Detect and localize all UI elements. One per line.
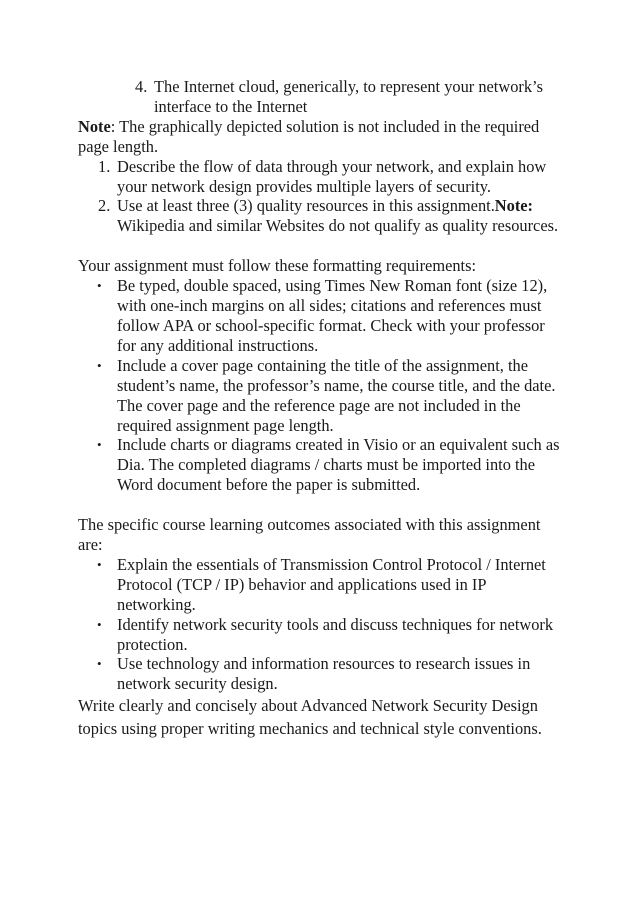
list-item bbox=[78, 157, 564, 197]
formatting-intro: Your assignment must follow these formatting requirements: bbox=[78, 256, 477, 276]
list-item-text-continued: Wikipedia and similar Websites do not qualify as quality resources. bbox=[117, 216, 559, 236]
paragraph-gap bbox=[78, 495, 564, 515]
list-item bbox=[78, 615, 564, 655]
list-item bbox=[78, 555, 564, 615]
note-label-inline: Note: bbox=[494, 196, 534, 216]
list-item-number: 2. bbox=[98, 196, 111, 216]
list-item-text: Explain the essentials of Transmission Control Protocol / Internet Protocol (TCP / IP) behavior and applications used in IP networking. bbox=[117, 554, 546, 614]
note-text: : The graphically depicted solution is not included in the required page length. bbox=[78, 116, 540, 156]
list-item-number: 4. bbox=[135, 77, 148, 96]
bullet-icon: • bbox=[97, 656, 102, 672]
outcomes-intro: The specific course learning outcomes associated with this assignment are: bbox=[78, 515, 541, 555]
list-item-text: Use at least three (3) quality resources in this assignment. bbox=[117, 196, 495, 216]
bullet-icon: • bbox=[97, 556, 102, 572]
list-item-text: Identify network security tools and discuss techniques for network protection. bbox=[117, 614, 554, 654]
list-item bbox=[78, 196, 564, 236]
list-item-text: Be typed, double spaced, using Times New Roman font (size 12), with one-inch margins on all sides; citations and references must follow APA or school-specific format. Check with your professor for any additional instructions. bbox=[117, 276, 548, 355]
note-paragraph bbox=[78, 117, 564, 157]
list-item-text: The Internet cloud, generically, to represent your network’s interface to the Internet bbox=[154, 77, 543, 116]
formatting-list bbox=[78, 276, 564, 495]
note-label: Note bbox=[78, 116, 111, 136]
list-item bbox=[78, 654, 564, 694]
paragraph-gap bbox=[78, 236, 564, 256]
list-item-number: 1. bbox=[98, 156, 111, 176]
document-body bbox=[78, 77, 564, 740]
list-item bbox=[78, 435, 564, 495]
list-item-text: Include charts or diagrams created in Visio or an equivalent such as Dia. The completed diagrams / charts must be imported into the Word document before the paper is submitted. bbox=[117, 435, 560, 495]
bullet-icon: • bbox=[97, 357, 102, 373]
bullet-icon: • bbox=[97, 437, 102, 453]
list-item-text: Use technology and information resources to research issues in network security design. bbox=[117, 654, 531, 694]
list-item bbox=[78, 276, 564, 356]
list-item bbox=[78, 356, 564, 436]
bullet-icon: • bbox=[97, 616, 102, 632]
steps-list bbox=[78, 157, 564, 237]
list-item-continued bbox=[78, 77, 564, 117]
list-item-text: Describe the flow of data through your network, and explain how your network design provides multiple layers of security. bbox=[117, 156, 547, 196]
list-item-text: Include a cover page containing the title of the assignment, the student’s name, the professor’s name, the course title, and the date. The cover page and the reference page are not included in the required assignment page length. bbox=[117, 355, 556, 435]
bullet-icon: • bbox=[97, 278, 102, 294]
outcomes-list bbox=[78, 555, 564, 694]
closing-paragraph: Write clearly and concisely about Advanced Network Security Design topics using proper writing mechanics and technical style conventions. bbox=[78, 696, 542, 739]
